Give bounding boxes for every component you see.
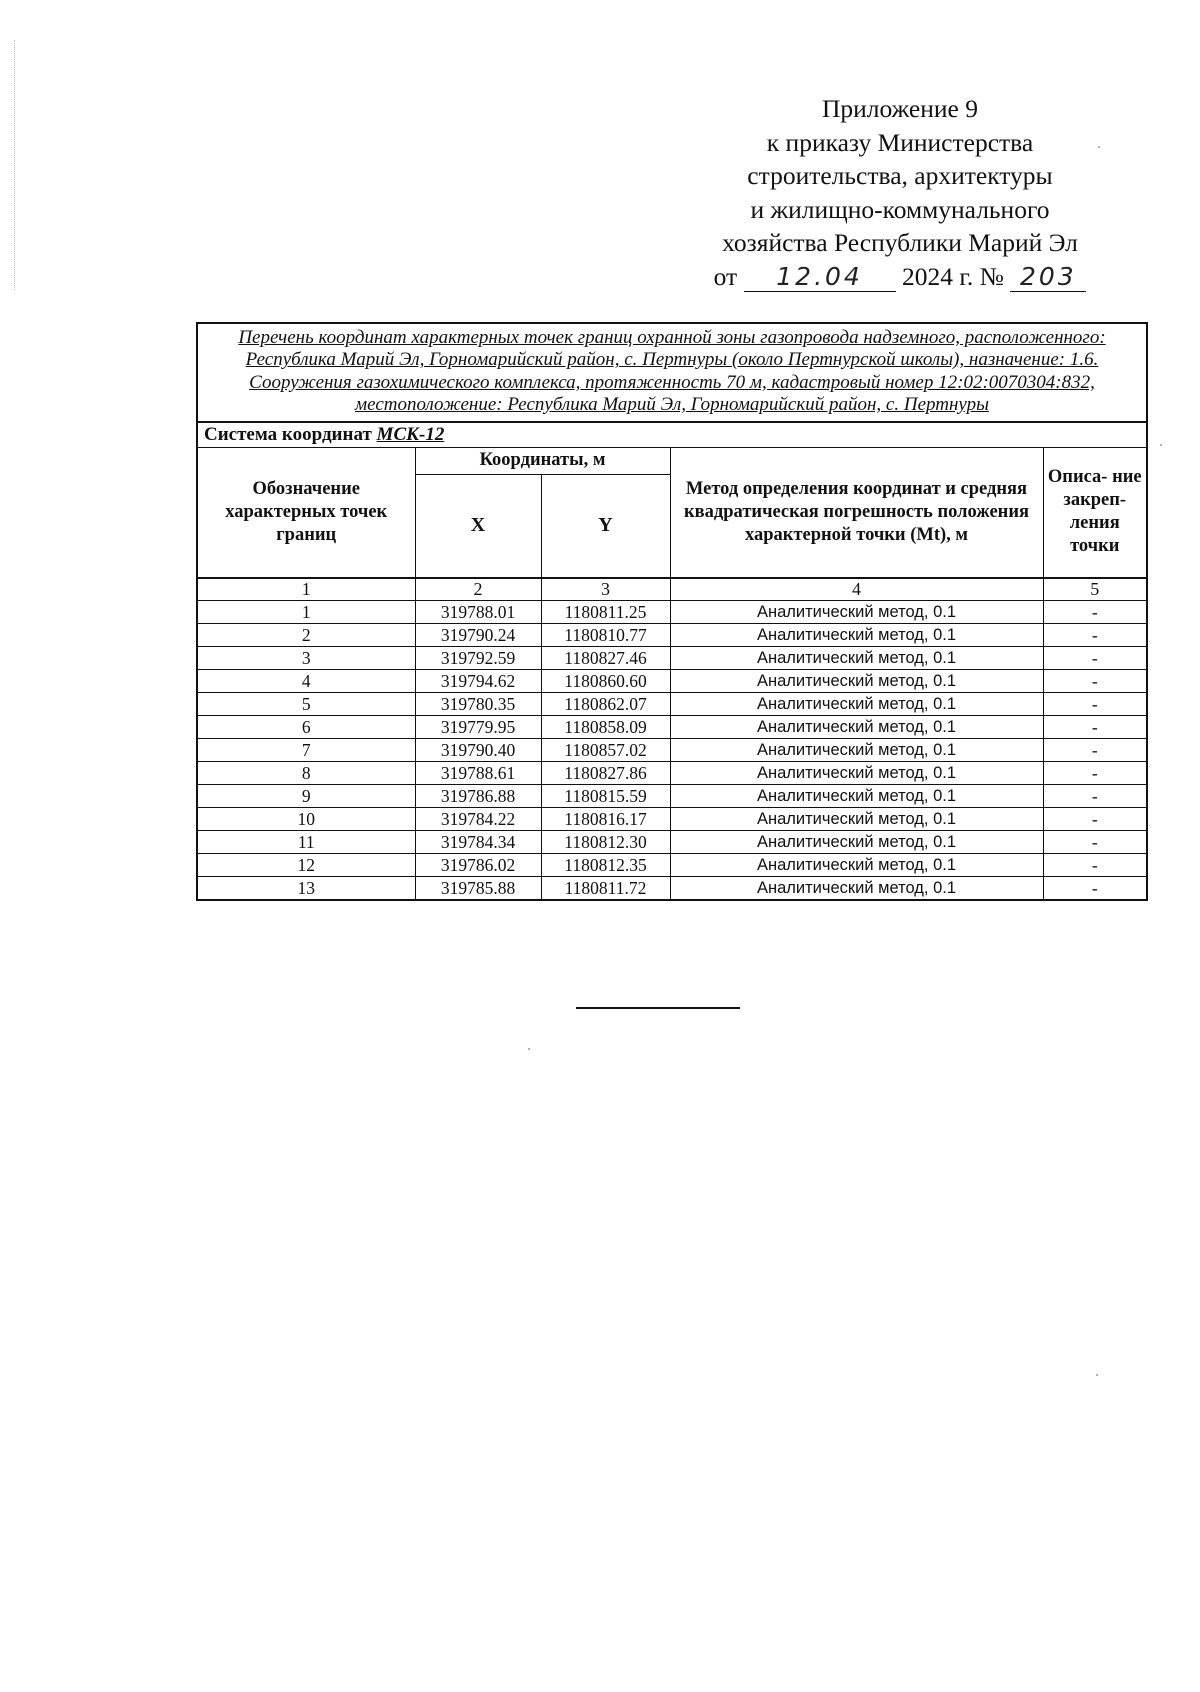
y-coordinate-cell: 1180811.25 xyxy=(541,600,670,623)
table-title: Перечень координат характерных точек границ охранной зоны газопровода надземного, расположенного: Республика Марий Эл, Горномарийский район, с. Пертнуры (около Пертнурской школы), назначение: 1.6. Сооружения газохимического комплекса, протяженность 70 м, кадастровый номер 12:02:0070304:832, местоположение: Республика Марий Эл, Горномарийский район, с. Пертнуры xyxy=(197,323,1147,422)
x-coordinate-cell: 319784.22 xyxy=(415,807,541,830)
point-cell: 9 xyxy=(197,784,415,807)
column-number: 3 xyxy=(541,578,670,601)
description-cell: - xyxy=(1043,600,1147,623)
x-coordinate-cell: 319785.88 xyxy=(415,876,541,900)
description-cell: - xyxy=(1043,715,1147,738)
x-coordinate-cell: 319788.61 xyxy=(415,761,541,784)
point-cell: 4 xyxy=(197,669,415,692)
end-of-document-rule xyxy=(576,1007,740,1009)
x-coordinate-cell: 319790.40 xyxy=(415,738,541,761)
description-cell: - xyxy=(1043,761,1147,784)
header-description: Описа- ние закреп- ления точки xyxy=(1043,447,1147,578)
table-row xyxy=(197,715,1147,738)
scan-speck xyxy=(1160,444,1162,446)
scan-speck xyxy=(528,1048,530,1050)
handwritten-order-number: 203 xyxy=(1010,263,1086,292)
date-prefix: от xyxy=(713,261,738,291)
description-cell: - xyxy=(1043,738,1147,761)
table-row xyxy=(197,646,1147,669)
appendix-line: строительства, архитектуры xyxy=(747,161,1053,190)
description-cell: - xyxy=(1043,830,1147,853)
x-coordinate-cell: 319780.35 xyxy=(415,692,541,715)
table-row xyxy=(197,623,1147,646)
description-cell: - xyxy=(1043,784,1147,807)
y-coordinate-cell: 1180816.17 xyxy=(541,807,670,830)
header-method: Метод определения координат и средняя квадратическая погрешность положения характерной точки (Mt), м xyxy=(670,447,1043,578)
x-coordinate-cell: 319786.88 xyxy=(415,784,541,807)
point-cell: 11 xyxy=(197,830,415,853)
y-coordinate-cell: 1180812.35 xyxy=(541,853,670,876)
y-coordinate-cell: 1180858.09 xyxy=(541,715,670,738)
table-row xyxy=(197,830,1147,853)
y-coordinate-cell: 1180827.86 xyxy=(541,761,670,784)
scan-speck xyxy=(1096,1374,1098,1376)
description-cell: - xyxy=(1043,669,1147,692)
appendix-line: и жилищно-коммунального xyxy=(750,194,1050,224)
y-coordinate-cell: 1180860.60 xyxy=(541,669,670,692)
coordinates-table xyxy=(196,322,1148,901)
description-cell: - xyxy=(1043,876,1147,900)
method-cell: Аналитический метод, 0.1 xyxy=(670,853,1043,876)
method-cell: Аналитический метод, 0.1 xyxy=(670,623,1043,646)
description-cell: - xyxy=(1043,853,1147,876)
description-cell: - xyxy=(1043,692,1147,715)
table-row xyxy=(197,876,1147,900)
method-cell: Аналитический метод, 0.1 xyxy=(670,715,1043,738)
method-cell: Аналитический метод, 0.1 xyxy=(670,876,1043,900)
method-cell: Аналитический метод, 0.1 xyxy=(670,646,1043,669)
appendix-header xyxy=(680,92,1120,293)
column-number: 2 xyxy=(415,578,541,601)
table-row xyxy=(197,761,1147,784)
y-coordinate-cell: 1180857.02 xyxy=(541,738,670,761)
x-coordinate-cell: 319792.59 xyxy=(415,646,541,669)
point-cell: 3 xyxy=(197,646,415,669)
coordinate-system-row xyxy=(197,422,1147,448)
table-row xyxy=(197,738,1147,761)
scan-speck xyxy=(1098,146,1100,148)
point-cell: 1 xyxy=(197,600,415,623)
table-row xyxy=(197,600,1147,623)
point-cell: 12 xyxy=(197,853,415,876)
y-coordinate-cell: 1180827.46 xyxy=(541,646,670,669)
method-cell: Аналитический метод, 0.1 xyxy=(670,692,1043,715)
method-cell: Аналитический метод, 0.1 xyxy=(670,669,1043,692)
appendix-line: Приложение 9 xyxy=(822,94,978,123)
handwritten-date: 12.04 xyxy=(744,263,896,292)
order-date-line xyxy=(680,260,1120,294)
column-number: 5 xyxy=(1043,578,1147,601)
method-cell: Аналитический метод, 0.1 xyxy=(670,738,1043,761)
description-cell: - xyxy=(1043,646,1147,669)
appendix-line: хозяйства Республики Марий Эл xyxy=(722,228,1078,257)
coordinate-system-label: Система координат xyxy=(204,423,372,445)
y-coordinate-cell: 1180811.72 xyxy=(541,876,670,900)
method-cell: Аналитический метод, 0.1 xyxy=(670,784,1043,807)
scan-edge-marks xyxy=(14,40,15,290)
header-coordinates: Координаты, м xyxy=(415,447,670,474)
header-point: Обозначение характерных точек границ xyxy=(197,447,415,578)
point-cell: 7 xyxy=(197,738,415,761)
header-x: X xyxy=(415,474,541,578)
y-coordinate-cell: 1180810.77 xyxy=(541,623,670,646)
y-coordinate-cell: 1180812.30 xyxy=(541,830,670,853)
point-cell: 8 xyxy=(197,761,415,784)
x-coordinate-cell: 319788.01 xyxy=(415,600,541,623)
year-number-label: 2024 г. № xyxy=(901,261,1004,291)
method-cell: Аналитический метод, 0.1 xyxy=(670,600,1043,623)
appendix-line: к приказу Министерства xyxy=(766,127,1034,157)
table-body xyxy=(197,600,1147,900)
coordinate-system-name: МСК-12 xyxy=(376,423,445,445)
point-cell: 10 xyxy=(197,807,415,830)
description-cell: - xyxy=(1043,807,1147,830)
table-row xyxy=(197,784,1147,807)
x-coordinate-cell: 319790.24 xyxy=(415,623,541,646)
table-row xyxy=(197,669,1147,692)
table-row xyxy=(197,853,1147,876)
x-coordinate-cell: 319779.95 xyxy=(415,715,541,738)
point-cell: 2 xyxy=(197,623,415,646)
table-row xyxy=(197,807,1147,830)
point-cell: 6 xyxy=(197,715,415,738)
method-cell: Аналитический метод, 0.1 xyxy=(670,761,1043,784)
y-coordinate-cell: 1180815.59 xyxy=(541,784,670,807)
x-coordinate-cell: 319784.34 xyxy=(415,830,541,853)
column-number: 4 xyxy=(670,578,1043,601)
x-coordinate-cell: 319786.02 xyxy=(415,853,541,876)
y-coordinate-cell: 1180862.07 xyxy=(541,692,670,715)
point-cell: 13 xyxy=(197,876,415,900)
method-cell: Аналитический метод, 0.1 xyxy=(670,807,1043,830)
column-number: 1 xyxy=(197,578,415,601)
table-row xyxy=(197,692,1147,715)
description-cell: - xyxy=(1043,623,1147,646)
point-cell: 5 xyxy=(197,692,415,715)
x-coordinate-cell: 319794.62 xyxy=(415,669,541,692)
header-y: Y xyxy=(541,474,670,578)
method-cell: Аналитический метод, 0.1 xyxy=(670,830,1043,853)
